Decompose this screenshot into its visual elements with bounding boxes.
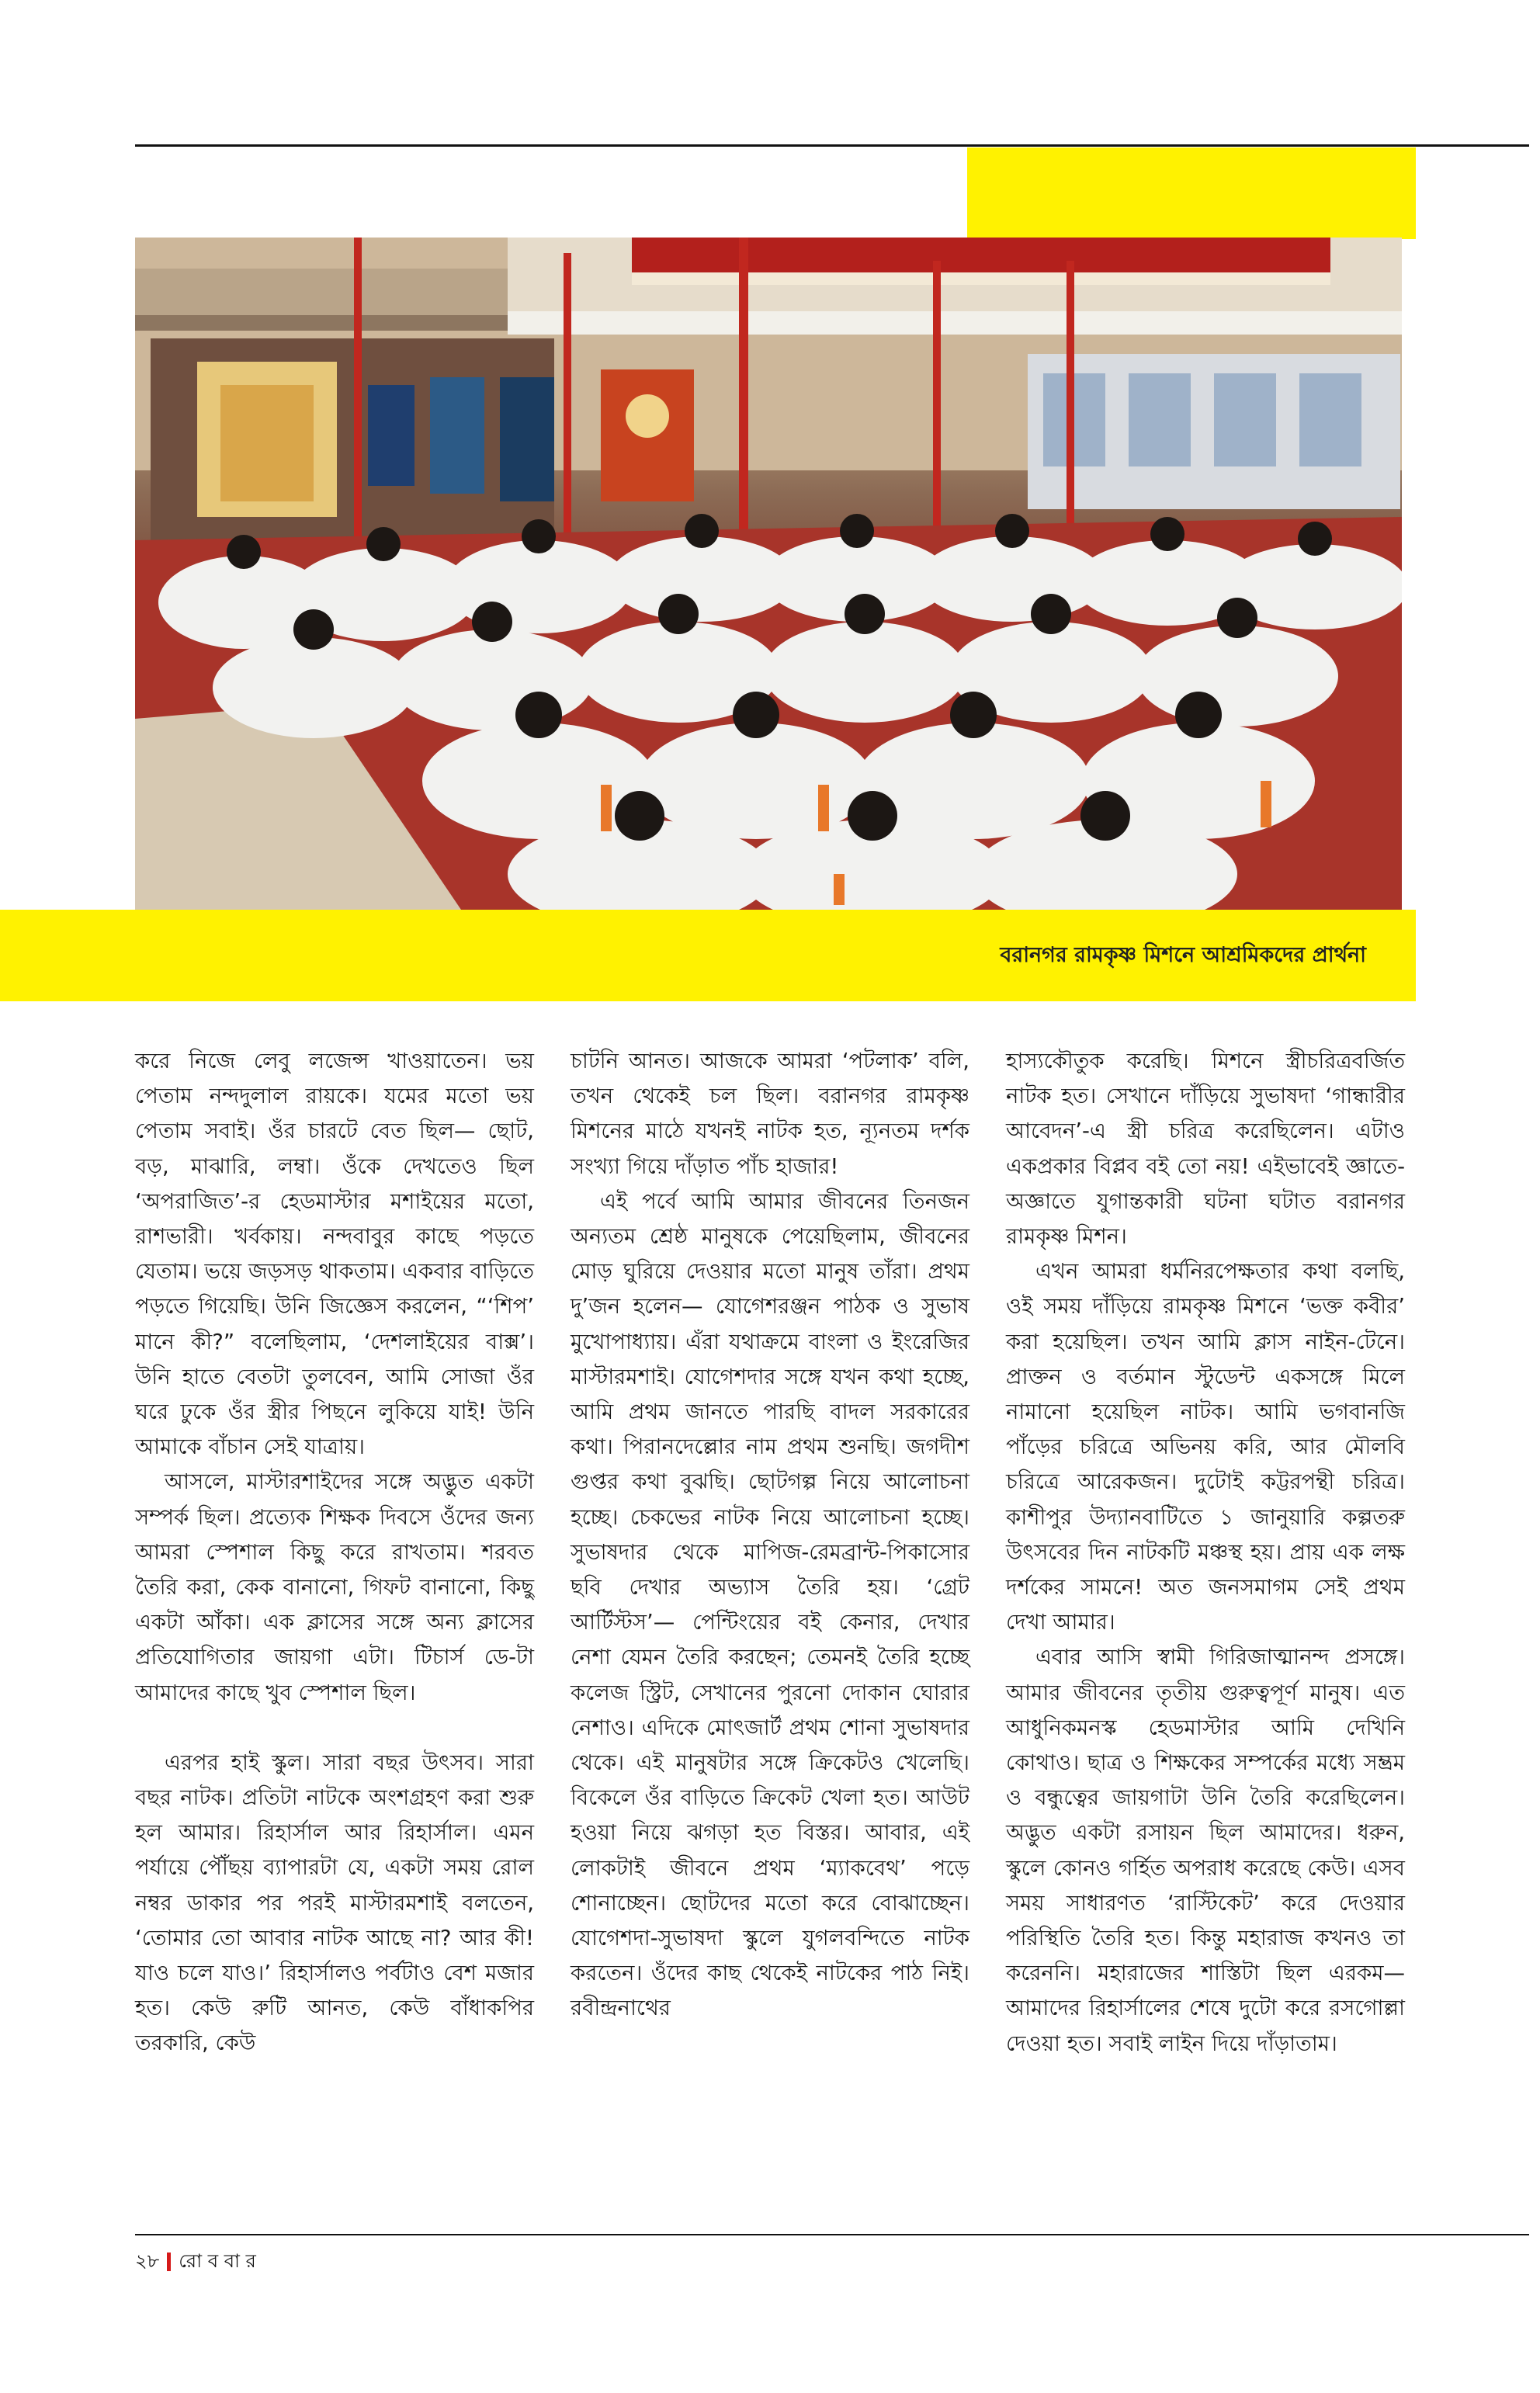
paragraph: হাস্যকৌতুক করেছি। মিশনে স্ত্রীচরিত্রবর্জিত নাটক হত। সেখানে দাঁড়িয়ে সুভাষদা ‘গান্ধারীর আবেদন’-এ স্ত্রী চরিত্র করেছিলেন। এটাও একপ্রকার বিপ্লব বই তো নয়! এইভাবেই জ্ঞাতে-অজ্ঞাতে যুগান্তকারী ঘটনা ঘটাত বরানগর রামকৃষ্ণ মিশন।	[1006, 1049, 1405, 1250]
magazine-name: রো ব বা র	[179, 2250, 256, 2272]
column-1	[135, 1044, 534, 2212]
paragraph: আসলে, মাস্টারশাইদের সঙ্গে অদ্ভুত একটা সম্পর্ক ছিল। প্রত্যেক শিক্ষক দিবসে ওঁদের জন্য আমরা স্পেশাল কিছু করে রাখতাম। শরবত তৈরি করা, কেক বানানো, গিফট বানানো, কিছু একটা আঁকা। এক ক্লাসের সঙ্গে অন্য ক্লাসের প্রতিযোগিতার জায়গা এটা। টিচার্স ডে-টা আমাদের কাছে খুব স্পেশাল ছিল।	[135, 1469, 534, 1705]
paragraph: এই পর্বে আমি আমার জীবনের তিনজন অন্যতম শ্রেষ্ঠ মানুষকে পেয়েছিলাম, জীবনের মোড় ঘুরিয়ে দেওয়ার মতো মানুষ তাঁরা। প্রথম দু’জন হলেন— যোগেশরঞ্জন পাঠক ও সুভাষ মুখোপাধ্যায়। এঁরা যথাক্রমে বাংলা ও ইংরেজির মাস্টারমশাই। যোগেশদার সঙ্গে যখন কথা হচ্ছে, আমি প্রথম জানতে পারছি বাদল সরকারের কথা। পিরানদেল্লোর নাম প্রথম শুনছি। জগদীশ গুপ্তর কথা বুঝছি। ছোটগল্প নিয়ে আলোচনা হচ্ছে। চেকভের নাটক নিয়ে আলোচনা হচ্ছে। সুভাষদার থেকে মাপিজ-রেমব্রান্ট-পিকাসোর ছবি দেখার অভ্যাস তৈরি হয়। ‘গ্রেট আর্টিস্টস’— পেন্টিংয়ের বই কেনার, দেখার নেশা যেমন তৈরি করছেন; তেমনই তৈরি হচ্ছে কলেজ স্ট্রিট, সেখানের পুরনো দোকান ঘোরার নেশাও। এদিকে মোৎজার্ট প্রথম শোনা সুভাষদার থেকে। এই মানুষটার সঙ্গে ক্রিকেটও খেলেছি। বিকেলে ওঁর বাড়িতে ক্রিকেট খেলা হত। আউট হওয়া নিয়ে ঝগড়া হত বিস্তর। আবার, এই লোকটাই জীবনে প্রথম ‘ম্যাকবেথ’ পড়ে শোনাচ্ছেন। ছোটদের মতো করে বোঝাচ্ছেন। যোগেশদা-সুভাষদা স্কুলে যুগলবন্দিতে নাটক করতেন। ওঁদের কাছ থেকেই নাটকের পাঠ নিই। রবীন্দ্রনাথের	[571, 1188, 969, 2021]
column-2	[571, 1044, 969, 2212]
paragraph: চাটনি আনত। আজকে আমরা ‘পটলাক’ বলি, তখন থেকেই চল ছিল। বরানগর রামকৃষ্ণ মিশনের মাঠে যখনই নাটক হত, ন্যূনতম দর্শক সংখ্যা গিয়ে দাঁড়াত পাঁচ হাজার!	[571, 1049, 969, 1179]
top-rule	[135, 144, 1529, 147]
photo-prayer-hall	[135, 238, 1402, 910]
folio-divider	[167, 2253, 171, 2271]
photo-caption: বরানগর রামকৃষ্ণ মিশনে আশ্রমিকদের প্রার্থনা	[1000, 943, 1366, 967]
page-number: ২৮	[135, 2250, 160, 2272]
photo-illustration	[135, 238, 1402, 910]
page-footer	[135, 2246, 256, 2277]
article-body	[135, 1044, 1405, 2212]
paragraph: এখন আমরা ধর্মনিরপেক্ষতার কথা বলছি, ওই সময় দাঁড়িয়ে রামকৃষ্ণ মিশনে ‘ভক্ত কবীর’ করা হয়েছিল। তখন আমি ক্লাস নাইন-টেনে। প্রাক্তন ও বর্তমান স্টুডেন্ট একসঙ্গে মিলে নামানো হয়েছিল নাটক। আমি ভগবানজি পাঁড়ের চরিত্রে অভিনয় করি, আর মৌলবি চরিত্রে আরেকজন। দুটোই কট্টরপন্থী চরিত্র। কাশীপুর উদ্যানবাটিতে ১ জানুয়ারি কল্পতরু উৎসবের দিন নাটকটি মঞ্চস্থ হয়। প্রায় এক লক্ষ দর্শকের সামনে! অত জনসমাগম সেই প্রথম দেখা আমার।	[1006, 1259, 1405, 1635]
bottom-rule	[135, 2234, 1529, 2235]
paragraph: এবার আসি স্বামী গিরিজাত্মানন্দ প্রসঙ্গে। আমার জীবনের তৃতীয় গুরুত্বপূর্ণ মানুষ। এত আধুনিকমনস্ক হেডমাস্টার আমি দেখিনি কোথাও। ছাত্র ও শিক্ষকের সম্পর্কের মধ্যে সম্ভ্রম ও বন্ধুত্বের জায়গাটা উনি তৈরি করেছিলেন। অদ্ভুত একটা রসায়ন ছিল আমাদের। ধরুন, স্কুলে কোনও গর্হিত অপরাধ করেছে কেউ। এসব সময় সাধারণত ‘রাস্টিকেট’ করে দেওয়ার পরিস্থিতি তৈরি হত। কিন্তু মহারাজ কখনও তা করেননি। মহারাজের শাস্তিটা ছিল এরকম— আমাদের রিহার্সালের শেষে দুটো করে রসগোল্লা দেওয়া হত। সবাই লাইন দিয়ে দাঁড়াতাম।	[1006, 1645, 1405, 2056]
yellow-accent-block	[967, 147, 1416, 239]
paragraph: এরপর হাই স্কুল। সারা বছর উৎসব। সারা বছর নাটক। প্রতিটা নাটকে অংশগ্রহণ করা শুরু হল আমার। রিহার্সাল আর রিহার্সাল। এমন পর্যায়ে পৌঁছয় ব্যাপারটা যে, একটা সময় রোল নম্বর ডাকার পর পরই মাস্টারমশাই বলতেন, ‘তোমার তো আবার নাটক আছে না? আর কী! যাও চলে যাও।’ রিহার্সালও পর্বটাও বেশ মজার হত। কেউ রুটি আনত, কেউ বাঁধাকপির তরকারি, কেউ	[135, 1750, 534, 2056]
column-3	[1006, 1044, 1405, 2212]
paragraph: করে নিজে লেবু লজেন্স খাওয়াতেন। ভয় পেতাম নন্দদুলাল রায়কে। যমের মতো ভয় পেতাম সবাই। ওঁর চারটে বেত ছিল— ছোট, বড়, মাঝারি, লম্বা। ওঁকে দেখতেও ছিল ‘অপরাজিত’-র হেডমাস্টার মশাইয়ের মতো, রাশভারী। খর্বকায়। নন্দবাবুর কাছে পড়তে যেতাম। ভয়ে জড়সড় থাকতাম। একবার বাড়িতে পড়তে গিয়েছি। উনি জিজ্ঞেস করলেন, “‘শিপ’ মানে কী?” বলেছিলাম, ‘দেশলাইয়ের বাক্স’। উনি হাতে বেতটা তুলবেন, আমি সোজা ওঁর ঘরে ঢুকে ওঁর স্ত্রীর পিছনে লুকিয়ে যাই! উনি আমাকে বাঁচান সেই যাত্রায়।	[135, 1049, 534, 1460]
